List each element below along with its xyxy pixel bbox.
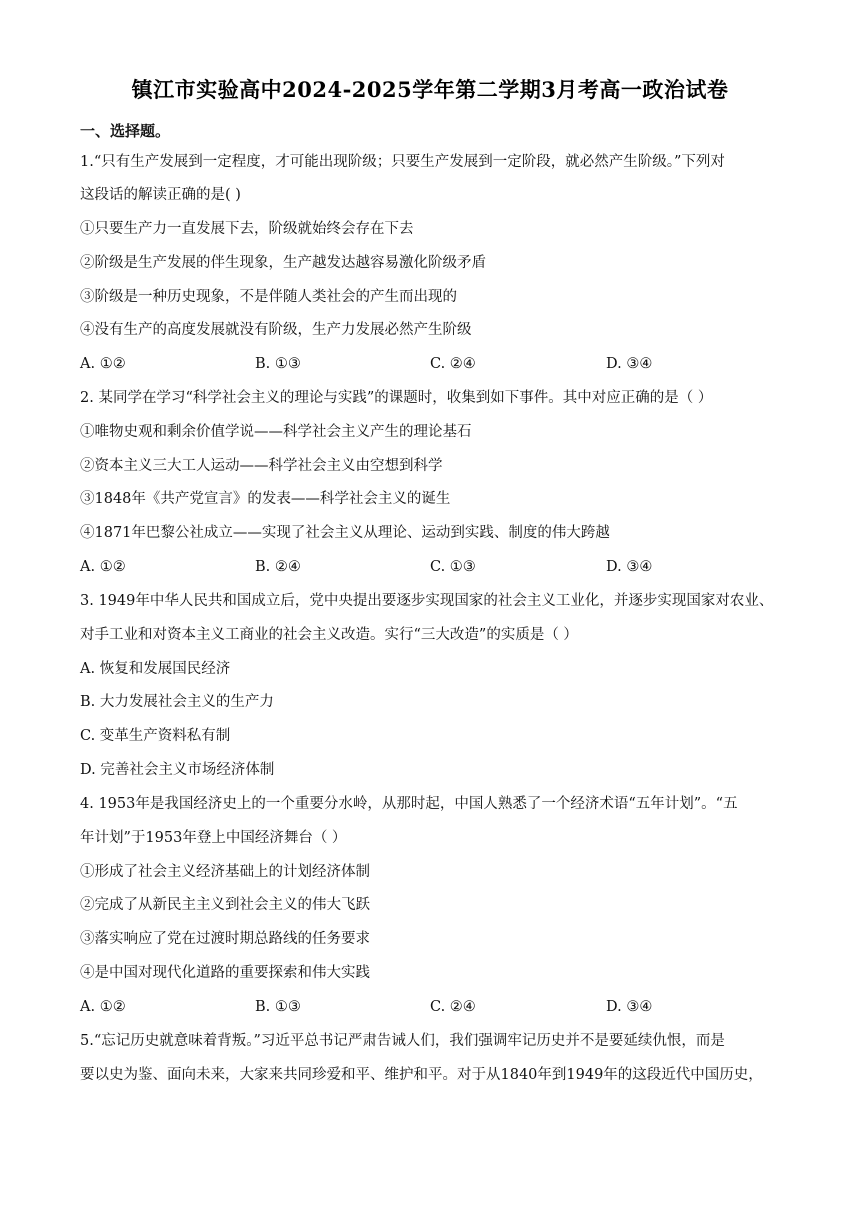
q3-stem-line-1: 3. 1949年中华人民共和国成立后，党中央提出要逐步实现国家的社会主义工业化，并逐步实现国家对农业、 [80,593,774,609]
q3-choice-a[interactable]: A. 恢复和发展国民经济 [80,661,231,677]
q3-choice-c[interactable]: C. 变革生产资料私有制 [80,728,231,744]
q4-stem-line-1: 4. 1953年是我国经济史上的一个重要分水岭，从那时起，中国人熟悉了一个经济术语“五年计划”。“五 [80,796,738,812]
q1-statement-4: ④没有生产的高度发展就没有阶级，生产力发展必然产生阶级 [80,322,472,338]
q2-option-d[interactable]: D. ③④ [606,559,653,575]
exam-title: 镇江市实验高中2024-2025学年第二学期3月考高一政治试卷 [131,77,729,102]
q2-option-a[interactable]: A. ①② [80,559,126,575]
q1-option-d[interactable]: D. ③④ [606,356,653,372]
q2-stem-line-1: 2. 某同学在学习“科学社会主义的理论与实践”的课题时，收集到如下事件。其中对应正确的是（ ） [80,390,713,406]
q4-option-c[interactable]: C. ②④ [430,999,476,1015]
q2-option-b[interactable]: B. ②④ [255,559,301,575]
q4-option-d[interactable]: D. ③④ [606,999,653,1015]
q4-statement-3: ③落实响应了党在过渡时期总路线的任务要求 [80,931,370,947]
q3-stem-line-2: 对手工业和对资本主义工商业的社会主义改造。实行“三大改造”的实质是（ ） [80,627,578,643]
q1-options [80,354,780,374]
q3-choice-b[interactable]: B. 大力发展社会主义的生产力 [80,694,274,710]
q5-stem-line-2: 要以史为鉴、面向未来，大家来共同珍爱和平、维护和平。对于从1840年到1949年的这段近代中国历史， [80,1067,763,1083]
q2-option-c[interactable]: C. ①③ [430,559,476,575]
q1-option-b[interactable]: B. ①③ [255,356,301,372]
q4-options [80,997,780,1017]
q1-stem-line-1: 1.“只有生产发展到一定程度，才可能出现阶级；只要生产发展到一定阶段，就必然产生阶级。”下列对 [80,154,725,170]
section-heading: 一、选择题。 [80,122,171,140]
q3-choice-d[interactable]: D. 完善社会主义市场经济体制 [80,762,275,778]
q1-statement-3: ③阶级是一种历史现象，不是伴随人类社会的产生而出现的 [80,289,457,305]
q4-stem-line-2: 年计划”于1953年登上中国经济舞台（ ） [80,830,347,846]
q4-statement-2: ②完成了从新民主主义到社会主义的伟大飞跃 [80,897,370,913]
q4-option-a[interactable]: A. ①② [80,999,126,1015]
q5-stem-line-1: 5.“忘记历史就意味着背叛。”习近平总书记严肃告诫人们，我们强调牢记历史并不是要延续仇恨，而是 [80,1033,725,1049]
q1-stem-line-2: 这段话的解读正确的是( ) [80,187,241,203]
q4-option-b[interactable]: B. ①③ [255,999,301,1015]
q1-statement-2: ②阶级是生产发展的伴生现象，生产越发达越容易激化阶级矛盾 [80,255,486,271]
q1-option-c[interactable]: C. ②④ [430,356,476,372]
q2-statement-2: ②资本主义三大工人运动——科学社会主义由空想到科学 [80,458,443,474]
q2-statement-3: ③1848年《共产党宣言》的发表——科学社会主义的诞生 [80,491,451,507]
q2-statement-4: ④1871年巴黎公社成立——实现了社会主义从理论、运动到实践、制度的伟大跨越 [80,525,610,541]
q4-statement-1: ①形成了社会主义经济基础上的计划经济体制 [80,864,370,880]
q4-statement-4: ④是中国对现代化道路的重要探索和伟大实践 [80,965,370,981]
q1-option-a[interactable]: A. ①② [80,356,126,372]
q2-options [80,557,780,577]
q1-statement-1: ①只要生产力一直发展下去，阶级就始终会存在下去 [80,221,414,237]
q2-statement-1: ①唯物史观和剩余价值学说——科学社会主义产生的理论基石 [80,424,472,440]
